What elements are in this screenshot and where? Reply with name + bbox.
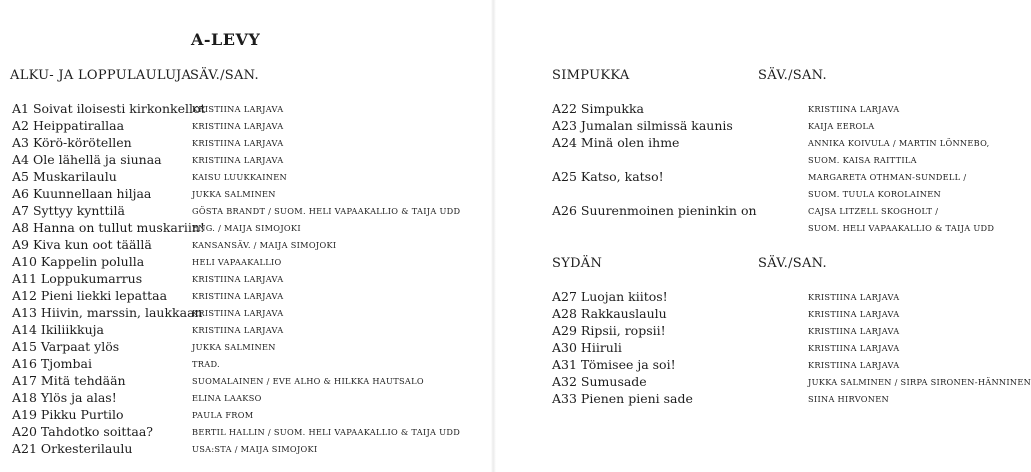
track-credit: KRISTIINA LARJAVA (192, 138, 284, 148)
track-credit: KRISTIINA LARJAVA (192, 325, 284, 335)
track-name: Pieni liekki lepattaa (40, 288, 168, 303)
track-credit: ANNIKA KOIVULA / MARTIN LÖNNEBO, (808, 138, 990, 148)
track-code: A4 (12, 152, 29, 167)
track-code: A23 (552, 118, 577, 133)
track-name: Hanna on tullut muskariin! (32, 220, 205, 235)
track-title (12, 237, 152, 252)
track-title (12, 271, 142, 286)
track-title (552, 101, 644, 116)
track-title (12, 220, 205, 235)
track-credit: KRISTIINA LARJAVA (192, 121, 284, 131)
credit-column-header: SÄV./SAN. (190, 68, 259, 83)
track-credit: PAULA FROM (192, 410, 254, 420)
track-title (12, 288, 167, 303)
track-code: A16 (12, 356, 37, 371)
track-name: Varpaat ylös (40, 339, 120, 354)
track-credit-line2: SUOM. TUULA KOROLAINEN (808, 189, 941, 199)
track-code: A15 (12, 339, 37, 354)
track-title (12, 424, 153, 439)
track-name: Tömisee ja soi! (580, 357, 676, 372)
track-code: A31 (552, 357, 577, 372)
track-credit: KRISTIINA LARJAVA (192, 155, 284, 165)
track-name: Pienen pieni sade (580, 391, 693, 406)
track-credit: KRISTIINA LARJAVA (808, 343, 900, 353)
track-title (552, 169, 664, 184)
right-page (497, 0, 1031, 472)
track-name: Tjombai (40, 356, 92, 371)
left-page (0, 0, 490, 472)
track-name: Hiiruli (580, 340, 622, 355)
track-title (12, 135, 132, 150)
track-credit: KAIJA EEROLA (808, 121, 875, 131)
track-title (12, 152, 162, 167)
track-credit: SUOMALAINEN / EVE ALHO & HILKKA HAUTSALO (192, 376, 424, 386)
track-name: Heippatirallaa (32, 118, 125, 133)
track-code: A33 (552, 391, 577, 406)
track-credit: TRAD. (192, 359, 220, 369)
track-code: A5 (12, 169, 29, 184)
track-name: Ikiliikkuja (40, 322, 104, 337)
track-name: Rakkauslaulu (580, 306, 667, 321)
track-code: A7 (12, 203, 29, 218)
track-code: A22 (552, 101, 577, 116)
track-code: A27 (552, 289, 577, 304)
track-title (12, 203, 125, 218)
track-credit: ELINA LAAKSO (192, 393, 262, 403)
track-title (552, 135, 679, 150)
track-code: A25 (552, 169, 577, 184)
track-credit: KRISTIINA LARJAVA (808, 326, 900, 336)
track-title (12, 254, 144, 269)
track-title (552, 323, 666, 338)
track-code: A14 (12, 322, 37, 337)
track-name: Mitä tehdään (40, 373, 126, 388)
track-code: A18 (12, 390, 37, 405)
track-name: Ole lähellä ja siunaa (32, 152, 162, 167)
track-title (552, 340, 622, 355)
track-credit: KRISTIINA LARJAVA (192, 308, 284, 318)
track-name: Kiva kun oot täällä (32, 237, 152, 252)
track-name: Loppukumarrus (40, 271, 143, 286)
track-name: Muskarilaulu (32, 169, 117, 184)
track-credit: SIINA HIRVONEN (808, 394, 889, 404)
track-code: A1 (12, 101, 29, 116)
track-title (552, 357, 676, 372)
track-credit: KRISTIINA LARJAVA (808, 309, 900, 319)
track-code: A26 (552, 203, 577, 218)
track-code: A19 (12, 407, 37, 422)
track-title (552, 289, 668, 304)
track-credit: KRISTIINA LARJAVA (808, 292, 900, 302)
track-credit: JUKKA SALMINEN (192, 189, 276, 199)
track-title (552, 374, 647, 389)
track-title (12, 390, 117, 405)
track-title (12, 322, 104, 337)
track-credit: GÖSTA BRANDT / SUOM. HELI VAPAAKALLIO & TAIJA UDD (192, 206, 461, 216)
credit-column-header-simpukka: SÄV./SAN. (758, 68, 827, 83)
track-credit: KAISU LUUKKAINEN (192, 172, 287, 182)
track-credit: JUKKA SALMINEN / SIRPA SIRONEN-HÄNNINEN (808, 377, 1031, 387)
track-title (12, 101, 206, 116)
track-title (12, 339, 119, 354)
track-code: A29 (552, 323, 577, 338)
track-code: A3 (12, 135, 29, 150)
track-code: A24 (552, 135, 577, 150)
track-name: Körö-körötellen (32, 135, 132, 150)
track-credit: KANSANSÄV. / MAIJA SIMOJOKI (192, 240, 337, 250)
track-credit: CAJSA LITZELL SKOGHOLT / (808, 206, 939, 216)
track-title (12, 356, 92, 371)
track-name: Suurenmoinen pieninkin on (580, 203, 757, 218)
track-code: A2 (12, 118, 29, 133)
section-header-alku-ja-loppulauluja: ALKU- JA LOPPULAULUJA (10, 68, 192, 83)
track-title (552, 203, 757, 218)
track-name: Jumalan silmissä kaunis (580, 118, 733, 133)
track-code: A30 (552, 340, 577, 355)
track-name: Minä olen ihme (580, 135, 680, 150)
track-name: Ripsii, ropsii! (580, 323, 666, 338)
track-credit: KRISTIINA LARJAVA (808, 360, 900, 370)
track-code: A17 (12, 373, 37, 388)
track-name: Soivat iloisesti kirkonkellot (32, 101, 206, 116)
track-title (12, 373, 126, 388)
track-code: A11 (12, 271, 37, 286)
track-credit: BERTIL HALLIN / SUOM. HELI VAPAAKALLIO & TAIJA UDD (192, 427, 461, 437)
track-title (12, 305, 203, 320)
track-code: A9 (12, 237, 29, 252)
section-header-sydan: SYDÄN (552, 256, 603, 271)
track-title (12, 407, 123, 422)
track-title (12, 441, 132, 456)
track-name: Hiivin, marssin, laukkaan (40, 305, 203, 320)
track-title (552, 391, 693, 406)
track-name: Orkesterilaulu (40, 441, 133, 456)
track-title (12, 186, 151, 201)
track-code: A32 (552, 374, 577, 389)
track-name: Ylös ja alas! (40, 390, 117, 405)
track-title (552, 118, 733, 133)
track-name: Kappelin polulla (40, 254, 145, 269)
track-code: A13 (12, 305, 37, 320)
track-code: A10 (12, 254, 37, 269)
track-credit: MARGARETA OTHMAN-SUNDELL / (808, 172, 967, 182)
track-credit: USA:STA / MAIJA SIMOJOKI (192, 444, 318, 454)
track-name: Kuunnellaan hiljaa (32, 186, 152, 201)
track-code: A21 (12, 441, 37, 456)
track-credit-line2: SUOM. HELI VAPAAKALLIO & TAIJA UDD (808, 223, 995, 233)
credit-column-header-sydan: SÄV./SAN. (758, 256, 827, 271)
track-name: Tahdotko soittaa? (40, 424, 154, 439)
track-credit: KRISTIINA LARJAVA (192, 104, 284, 114)
track-code: A20 (12, 424, 37, 439)
track-title (552, 306, 667, 321)
track-name: Luojan kiitos! (580, 289, 668, 304)
page-fold (491, 0, 496, 472)
page-title: A-LEVY (191, 30, 261, 49)
track-title (12, 169, 117, 184)
track-credit-line2: SUOM. KAISA RAITTILA (808, 155, 917, 165)
track-name: Sumusade (580, 374, 647, 389)
track-credit: KRISTIINA LARJAVA (192, 291, 284, 301)
track-credit: HELI VAPAAKALLIO (192, 257, 282, 267)
track-credit: JUKKA SALMINEN (192, 342, 276, 352)
track-name: Pikku Purtilo (40, 407, 124, 422)
track-code: A8 (12, 220, 29, 235)
track-credit: KRISTIINA LARJAVA (192, 274, 284, 284)
track-code: A6 (12, 186, 29, 201)
track-title (12, 118, 124, 133)
track-code: A12 (12, 288, 37, 303)
track-name: Simpukka (580, 101, 644, 116)
track-credit: ENG. / MAIJA SIMOJOKI (192, 223, 301, 233)
track-name: Syttyy kynttilä (32, 203, 125, 218)
track-credit: KRISTIINA LARJAVA (808, 104, 900, 114)
section-header-simpukka: SIMPUKKA (552, 68, 630, 83)
track-code: A28 (552, 306, 577, 321)
track-name: Katso, katso! (580, 169, 664, 184)
